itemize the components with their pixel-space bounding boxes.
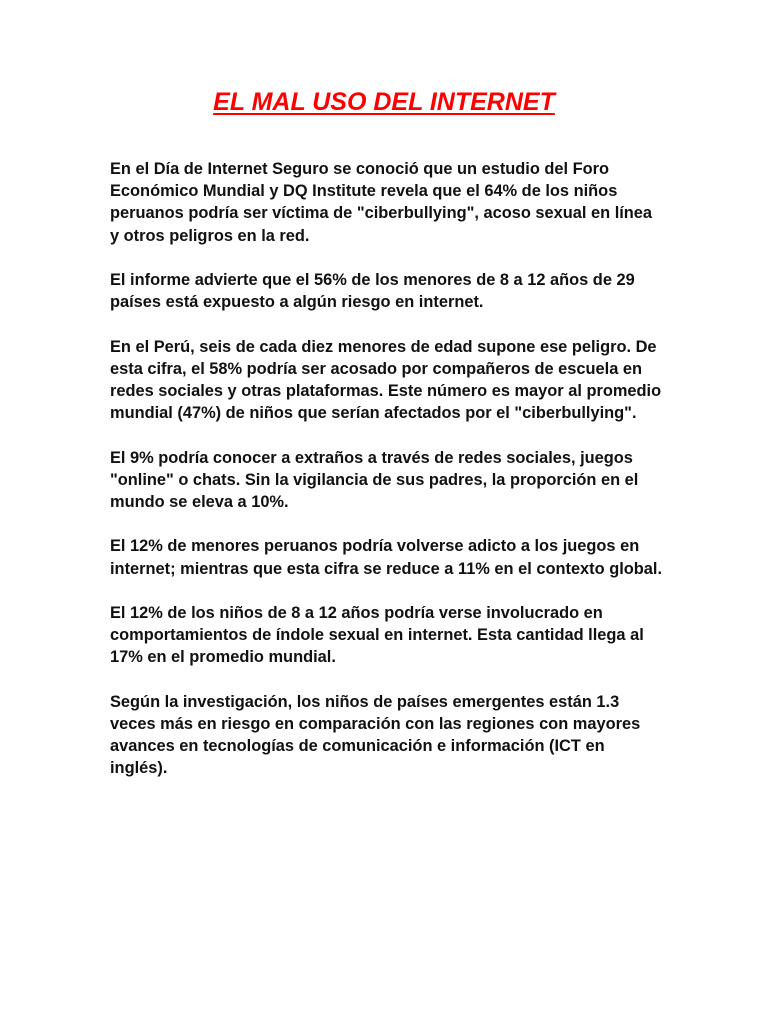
paragraph-6: El 12% de los niños de 8 a 12 años podría verse involucrado en comportamientos de índole sexual en internet. Esta cantidad llega al 17% en el promedio mundial.: [110, 603, 644, 667]
paragraph-3: En el Perú, seis de cada diez menores de edad supone ese peligro. De esta cifra, el 58% podría ser acosado por compañeros de escuela en redes sociales y otras plataformas. Este número es mayor al promedio mundial (47%) de niños que serían afectados por el "ciberbullying".: [110, 337, 662, 423]
paragraph-5: El 12% de menores peruanos podría volverse adicto a los juegos en internet; mientras que esta cifra se reduce a 11% en el contexto global.: [110, 537, 663, 578]
paragraph-2: El informe advierte que el 56% de los menores de 8 a 12 años de 29 países está expuesto a algún riesgo en internet.: [110, 271, 635, 312]
document-title: EL MAL USO DEL INTERNET: [213, 88, 555, 116]
document-body: [110, 158, 662, 802]
paragraph-1: En el Día de Internet Seguro se conoció que un estudio del Foro Económico Mundial y DQ Institute revela que el 64% de los niños peruanos podría ser víctima de "ciberbullying", acoso sexual en línea y otros peligros en la red.: [110, 160, 653, 245]
paragraph-4: El 9% podría conocer a extraños a través de redes sociales, juegos "online" o chats. Sin la vigilancia de sus padres, la proporción en el mundo se eleva a 10%.: [110, 448, 639, 511]
paragraph-7: Según la investigación, los niños de países emergentes están 1.3 veces más en riesgo en comparación con las regiones con mayores avances en tecnologías de comunicación e información (ICT en inglés).: [110, 692, 641, 778]
